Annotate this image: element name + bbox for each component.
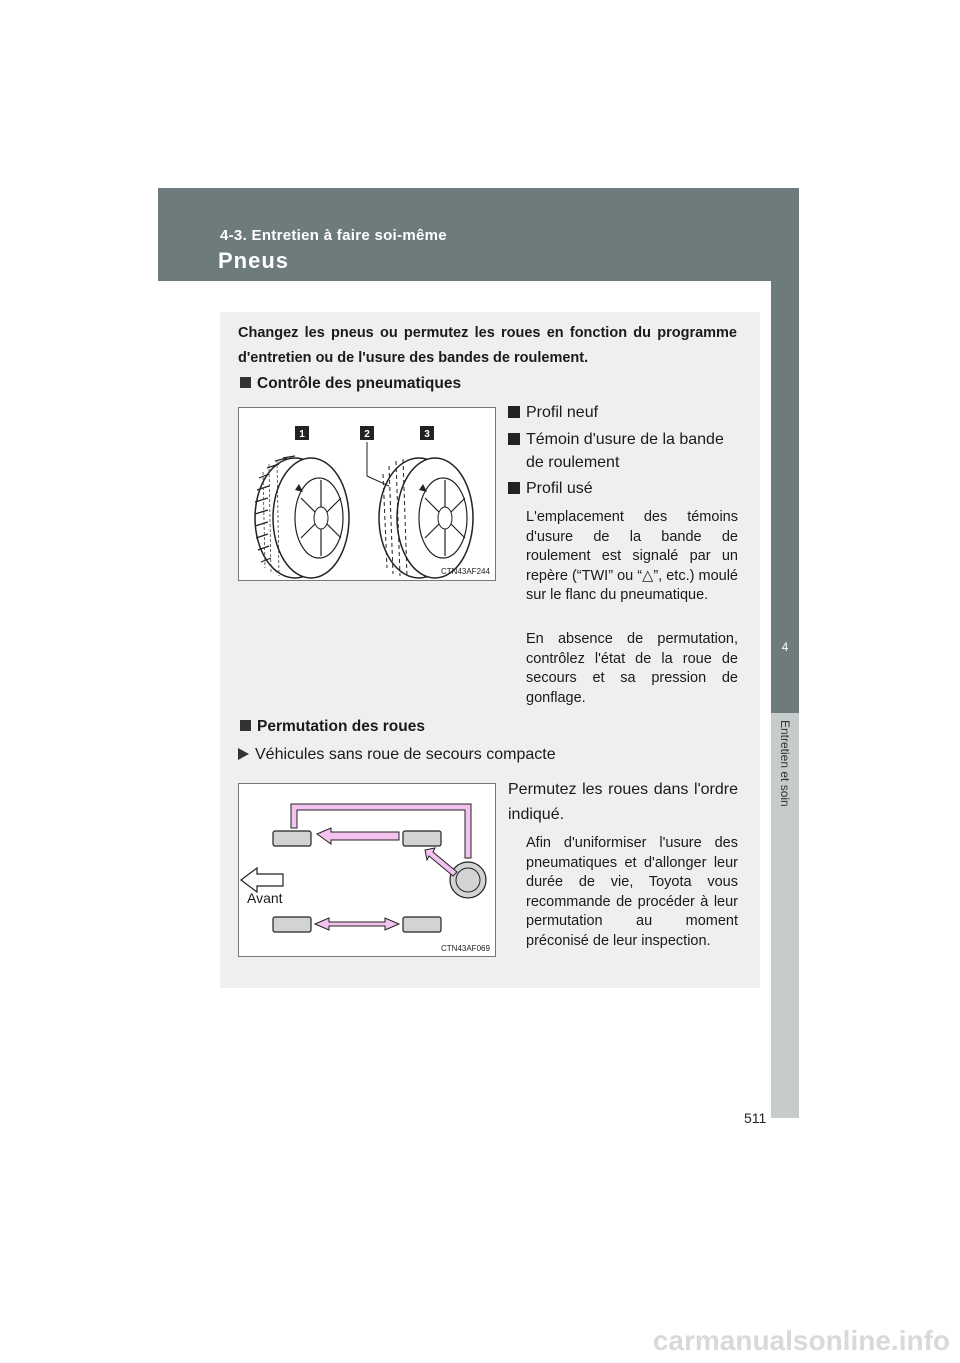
callout-1 [295,426,309,440]
chapter-number: 4 [781,640,789,654]
spare-tire [450,862,486,898]
tire-legend [508,401,743,500]
page-header [158,188,799,281]
rear-left-tire [403,831,441,846]
legend-item-2: Témoin d'usure de la bande [508,428,743,451]
vehicle-condition: Véhicules sans roue de secours compacte [238,746,556,764]
figure-code: CTN43AF069 [441,944,490,953]
svg-text:2: 2 [364,429,370,440]
left-arrow [317,828,399,844]
square-bullet-icon [240,377,251,388]
triangle-bullet-icon [238,748,249,760]
rotation-note: Afin d'uniformiser l'usure des pneumatiques et d'allonger leur durée de vie, Toyota vous recommande de procéder à leur permutation au moment préconisé de leur inspection. [526,835,738,949]
front-left-tire [273,831,311,846]
new-tread-tire [255,456,349,578]
watermark-logo [0,1320,960,1358]
svg-text:1: 1 [299,429,305,440]
page-number: 511 [744,1110,767,1126]
rear-right-tire [403,917,441,932]
rotation-diagram [239,784,495,956]
legend-item-2-cont: de roulement [526,454,620,471]
loop-arrow [291,804,471,858]
square-bullet-icon [240,720,251,731]
tire-tread-illustration [239,408,495,580]
legend-item-1: Profil neuf [508,401,743,424]
number-3-icon [508,482,520,494]
double-arrow [315,918,399,930]
front-arrow-icon [241,868,283,892]
number-2-icon [508,433,520,445]
rotation-figure [238,783,496,957]
number-1-icon [508,406,520,418]
heading-rotation: Permutation des roues [240,718,425,736]
intro-text: Changez les pneus ou permutez les roues en fonction du programme d'entretien ou de l'usure des bandes de roulement. [238,325,737,366]
front-label: Avant [247,890,283,906]
content-panel [220,312,760,988]
legend-item-3: Profil usé [508,477,743,500]
page-title: Pneus [218,248,290,273]
section-title: 4-3. Entretien à faire soi-même [220,227,447,244]
diagonal-arrow [425,848,457,876]
heading-tire-check: Contrôle des pneumatiques [240,375,461,393]
worn-tread-tire [379,458,473,578]
front-right-tire [273,917,311,932]
twi-note: L'emplacement des témoins d'usure de la bande de roulement est signalé par un repère (“TWI” ou “△”, etc.) moulé sur le flanc du pneumatique. [526,509,738,603]
callout-2 [360,426,374,440]
tire-figure [238,407,496,581]
svg-text:carmanualsonline.info: carmanualsonline.info [652,1325,950,1356]
svg-text:3: 3 [424,429,430,440]
spare-note: En absence de permutation, contrôlez l'état de la roue de secours et sa pression de gonflage. [526,631,738,706]
rotation-instruction: Permutez les roues dans l'ordre indiqué. [508,781,738,823]
figure-code: CTN43AF244 [441,567,490,576]
chapter-label: Entretien et soin [778,720,792,807]
callout-3 [420,426,434,440]
